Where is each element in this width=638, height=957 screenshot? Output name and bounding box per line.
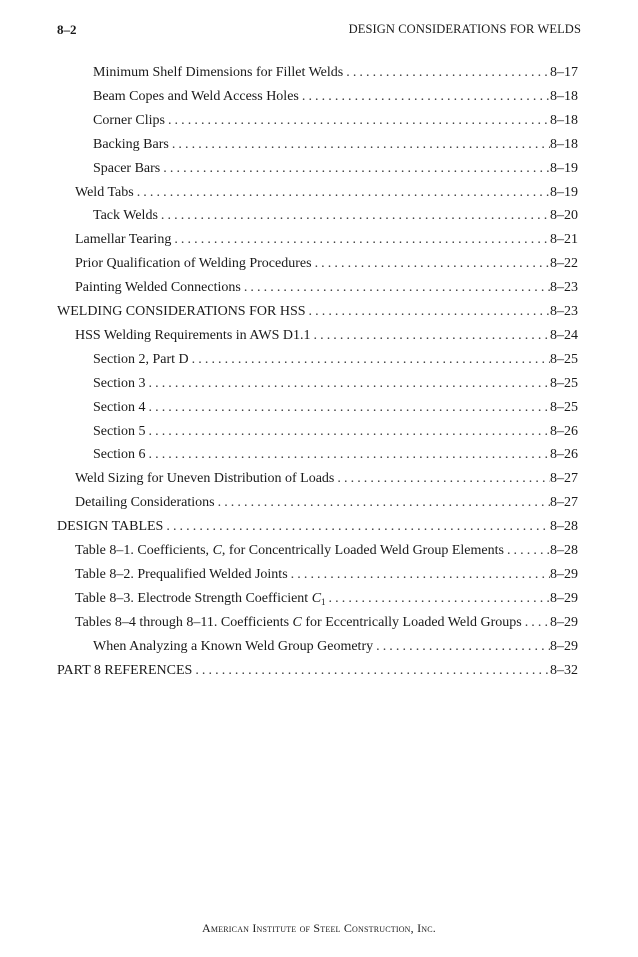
toc-dot-leader	[158, 205, 550, 227]
toc-entry	[75, 564, 578, 586]
toc-entry	[57, 301, 578, 323]
toc-entry-title: Detailing Considerations	[75, 495, 215, 511]
toc-entry-page: 8–29	[550, 614, 578, 630]
toc-entry-page: 8–27	[550, 495, 578, 511]
toc-entry-title: Table 8–3. Electrode Strength Coefficient $C_1$	[75, 590, 326, 607]
toc-dot-leader	[169, 134, 550, 156]
toc-dot-leader	[189, 349, 550, 371]
toc-dot-leader	[241, 277, 550, 299]
toc-entry	[75, 182, 578, 204]
toc-entry-title: DESIGN TABLES	[57, 519, 164, 535]
toc-entry-title: Table 8–2. Prequalified Welded Joints	[75, 566, 288, 582]
toc-entry-title: Section 4	[93, 399, 146, 415]
toc-dot-leader	[522, 612, 550, 634]
page-number: 8–2	[57, 22, 77, 37]
toc-entry-title: Weld Sizing for Uneven Distribution of Loads	[75, 471, 335, 487]
toc-entry-title: Corner Clips	[93, 112, 165, 128]
toc-entry-page: 8–26	[550, 447, 578, 463]
toc-entry-title: Beam Copes and Weld Access Holes	[93, 88, 299, 104]
toc-entry-page: 8–25	[550, 399, 578, 415]
toc-entry	[93, 349, 578, 371]
toc-entry-page: 8–29	[550, 566, 578, 582]
toc-entry-title: Section 6	[93, 447, 146, 463]
toc-entry-page: 8–19	[550, 160, 578, 176]
toc-entry	[75, 325, 578, 347]
toc-entry-page: 8–23	[550, 280, 578, 296]
toc-dot-leader	[504, 540, 550, 562]
toc-dot-leader	[146, 444, 551, 466]
toc-dot-leader	[192, 660, 550, 682]
toc-entry-title: Backing Bars	[93, 136, 169, 152]
toc-entry	[93, 397, 578, 419]
toc-entry-page: 8–26	[550, 423, 578, 439]
toc-entry	[75, 229, 578, 251]
toc-dot-leader	[311, 325, 551, 347]
toc-entry	[75, 253, 578, 275]
toc-entry-page: 8–24	[550, 327, 578, 343]
toc-entry-page: 8–28	[550, 519, 578, 535]
toc-entry-title: Section 5	[93, 423, 146, 439]
toc-dot-leader	[326, 588, 550, 610]
toc-entry-title: Painting Welded Connections	[75, 280, 241, 296]
toc-entry-title: Section 3	[93, 375, 146, 391]
toc-dot-leader	[343, 62, 550, 84]
toc-dot-leader	[146, 421, 551, 443]
toc-dot-leader	[299, 86, 550, 108]
toc-entry	[75, 588, 578, 610]
toc-dot-leader	[171, 229, 550, 251]
toc-entry	[93, 421, 578, 443]
toc-entry	[93, 158, 578, 180]
toc-entry-title: Minimum Shelf Dimensions for Fillet Welds	[93, 65, 344, 80]
toc-entry-title: Prior Qualification of Welding Procedures	[75, 256, 312, 272]
toc-entry-title: Lamellar Tearing	[75, 232, 172, 248]
toc-entry-page: 8–25	[550, 351, 578, 367]
toc-dot-leader	[134, 182, 550, 204]
toc-entry	[93, 110, 578, 132]
toc-dot-leader	[146, 397, 551, 419]
toc-entry	[57, 660, 578, 682]
toc-entry-title: Weld Tabs	[75, 184, 134, 200]
toc-entry-page: 8–23	[550, 304, 578, 319]
toc-entry	[75, 492, 578, 514]
toc-entry-title: Section 2, Part D	[93, 351, 189, 367]
toc-entry-page: 8–32	[550, 662, 578, 678]
toc-entry-page: 8–29	[550, 590, 578, 606]
toc-entry-title: WELDING CONSIDERATIONS FOR HSS	[57, 304, 306, 319]
toc-entry	[75, 612, 578, 634]
toc-entry	[75, 540, 578, 562]
toc-entry-page: 8–29	[550, 638, 578, 654]
toc-entry-page: 8–17	[550, 65, 578, 80]
toc-entry	[93, 373, 578, 395]
toc-entry-page: 8–18	[550, 136, 578, 152]
toc-entry-title: When Analyzing a Known Weld Group Geometry	[93, 638, 374, 654]
toc-dot-leader	[165, 110, 550, 132]
toc-entry-page: 8–18	[550, 88, 578, 104]
toc-dot-leader	[215, 492, 550, 514]
toc-dot-leader	[312, 253, 550, 275]
toc-entry-title: Spacer Bars	[93, 160, 161, 176]
toc-entry-page: 8–20	[550, 208, 578, 224]
toc-entry	[93, 86, 578, 108]
toc-entry	[93, 205, 578, 227]
toc-dot-leader	[163, 516, 550, 538]
toc-dot-leader	[160, 158, 550, 180]
toc-dot-leader	[334, 468, 550, 490]
toc-entry-title: PART 8 REFERENCES	[57, 662, 193, 678]
toc-entry	[93, 62, 578, 84]
toc-entry	[75, 277, 578, 299]
toc-entry	[75, 468, 578, 490]
toc-entry	[93, 444, 578, 466]
toc-dot-leader	[306, 301, 550, 323]
toc-entry-page: 8–21	[550, 232, 578, 248]
toc-entry-page: 8–19	[550, 184, 578, 200]
toc-entry-page: 8–25	[550, 375, 578, 391]
toc-dot-leader	[373, 636, 550, 658]
toc-entry-page: 8–27	[550, 471, 578, 487]
toc-entry-page: 8–28	[550, 543, 578, 558]
toc-entry	[93, 636, 578, 658]
page-footer: American Institute of Steel Construction, Inc.	[202, 921, 436, 935]
toc-dot-leader	[146, 373, 551, 395]
toc-dot-leader	[288, 564, 550, 586]
running-head: DESIGN CONSIDERATIONS FOR WELDS	[348, 22, 581, 36]
toc-entry-page: 8–18	[550, 112, 578, 128]
toc-entry	[93, 134, 578, 156]
toc-entry-title: HSS Welding Requirements in AWS D1.1	[75, 327, 311, 343]
toc-entry-title: Table 8–1. Coefficients, C, for Concentrically Loaded Weld Group Elements	[75, 543, 504, 558]
toc-entry-page: 8–22	[550, 256, 578, 272]
toc-entry	[57, 516, 578, 538]
toc-entry-title: Tables 8–4 through 8–11. Coefficients C for Eccentrically Loaded Weld Groups	[75, 614, 522, 630]
toc-entry-title: Tack Welds	[93, 208, 158, 224]
